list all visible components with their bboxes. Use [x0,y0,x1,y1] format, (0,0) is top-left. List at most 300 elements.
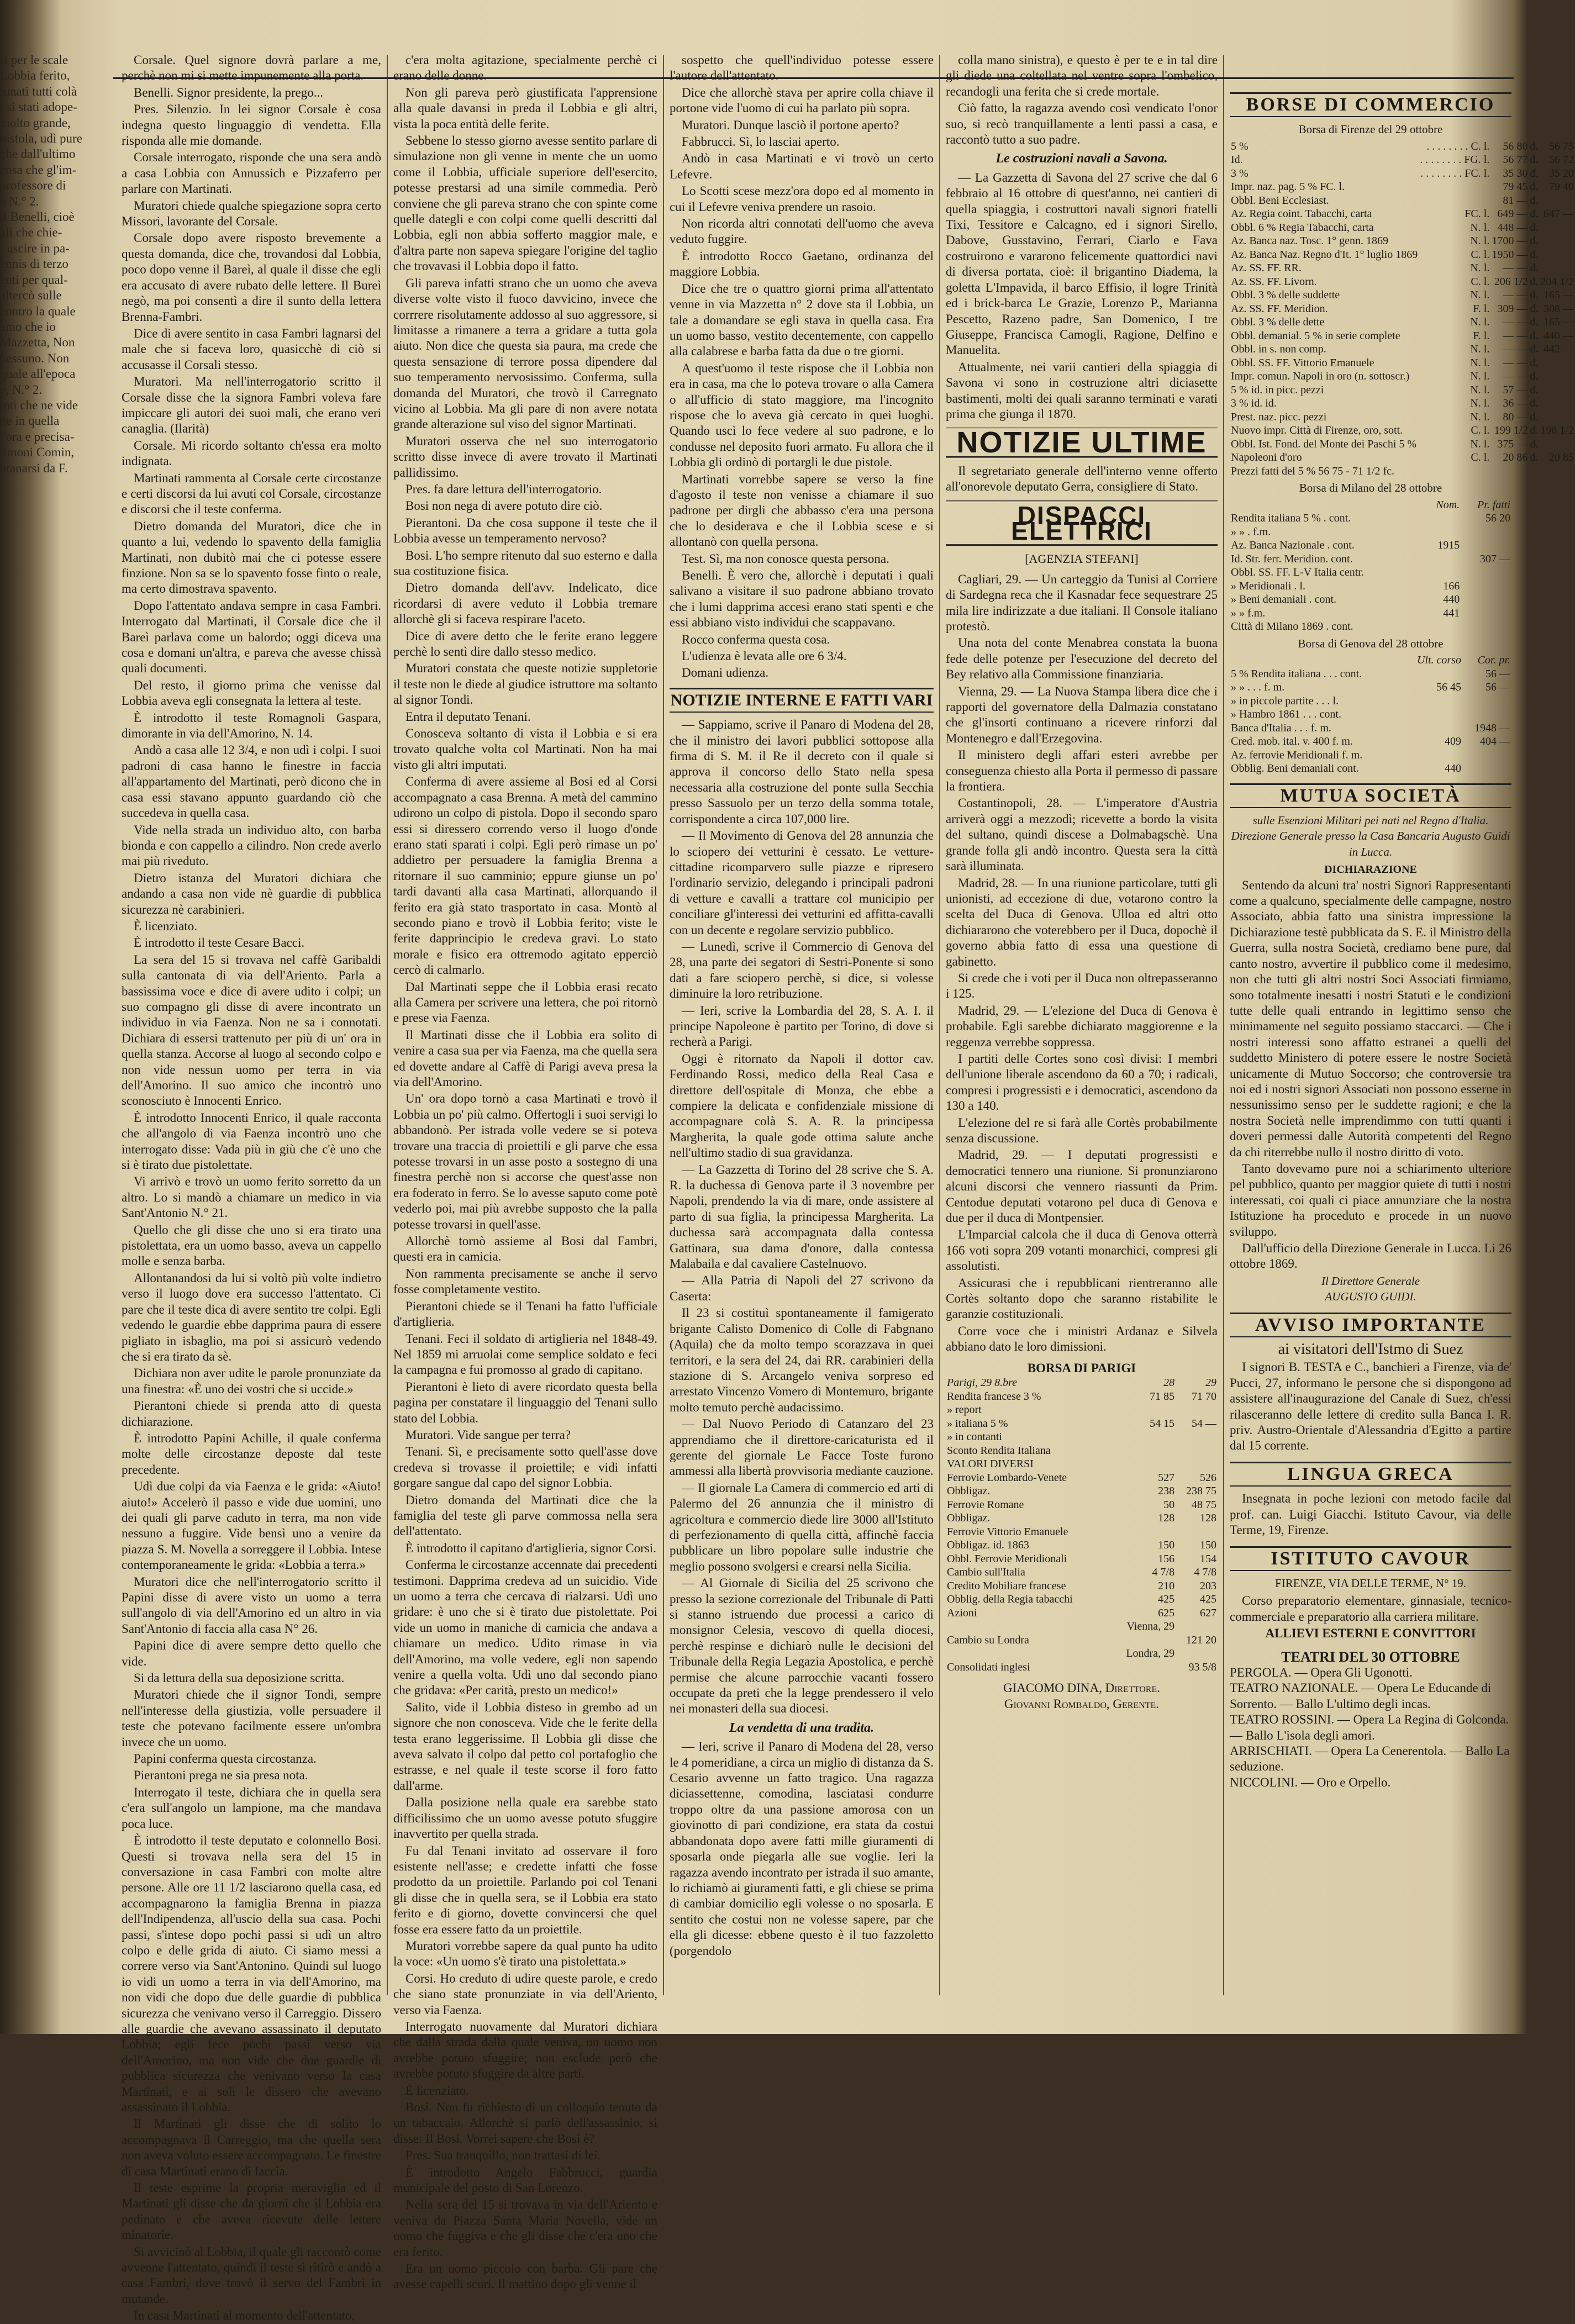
table-row [1230,539,1511,552]
column-2 [393,52,657,2291]
paragraph: È introdotto Innocenti Enrico, il quale racconta che all'angolo di via Faenza incontrò uno che interrogato disse: Vada più in giù che c'è uno che si è tirato due pistolettate. [122,1110,381,1172]
header-cell: 28 [1163,1377,1175,1389]
paragraph: Il Martinati gli disse che di solito lo accompagnava il Carreggio, ma che quella sera non aveva voluto essere accompagnato. Le finestre di casa Martinati erano di faccia. [122,2117,381,2178]
avviso-heading: AVVISO IMPORTANTE [1230,1313,1511,1337]
table-cell [1539,397,1575,410]
paragraph: Muratori osserva che nel suo interrogatorio scritto disse invece di avere trovato il Martinati pallidissimo. [393,434,657,479]
table-cell [1539,465,1575,478]
table-cell [1403,667,1462,681]
table-row [1230,465,1575,478]
paragraph: — Ieri, scrive il Panaro di Modena del 28, verso le 4 pomeridiane, a circa un miglio di distanza da S. Cesario avvenne un fatto tragico. Una ragazza diciassettenne, comodina, lasciatasi condurre troppo oltre da una passione amorosa con un giovinotto di pari condizione, era stata da costui abbandonata dopo avere fatti mille giuramenti di sposarla onde piegarla alle sue voglie. Ieri la ragazza avendo incontrato per istrada il suo amante, lo richiamò ai giuramenti fatti, e gli chiese se prima di cambiar domicilio egli volesse o no sposarla. E sentito che costui non ne volesse sapere, par che ella gli dicesse: ebbene questo è il tuo fazzoletto (porgendolo [670,1740,934,1958]
table-cell: d. [1530,397,1539,410]
table-header [946,1376,1218,1390]
dispatch-item: Madrid, 29. — L'elezione del Duca di Genova è probabile. Egli sarebbe dichiarato maggiorenne e la reggenza verrebbe soppressa. [946,1003,1218,1049]
teatro-item: NICCOLINI. — Oro e Orpello. [1230,1775,1391,1789]
table-cell: Obbl. 3 % delle dette [1231,316,1325,329]
paragraph: Muratori. Dunque lasciò il portone aperto? [682,118,899,132]
paragraph: Muratori dice che nell'interrogatorio scritto il Papini disse di avere visto un uomo a terra sull'angolo di via dell'Amorino ed un altro in via Sant'Antonio di faccia alla casa N° 26. [122,1574,381,1636]
borsa-milano-table [1230,498,1511,634]
header-cell [1230,498,1424,512]
table-cell: N. l. [1470,410,1490,423]
table-cell: Obbl. demanial. 5 % in serie complete [1231,329,1400,342]
column-5 [1230,52,1574,2001]
table-cell [1419,194,1490,208]
table-cell [1424,620,1461,634]
table-cell: d. [1530,221,1539,234]
header-cell: Pr. fatti [1477,498,1510,511]
table-cell: F. l. [1473,302,1490,315]
paragraph: Lo Scotti scese mezz'ora dopo ed al momento in cui il Lefevre veniva prendere un rasoio. [670,184,934,214]
table-cell: 3 % id. id. [1231,397,1277,410]
paragraph: Sentendo da alcuni tra' nostri Signori Rappresentanti come a qualcuno, specialmente delle campagne, nostro Associato, abbia fatto una sinistra impressione la Dichiarazione testè pubblicata da S. E. il Ministro della Guerra, sulla nostra Società, crediamo bene pure, dal canto nostro, avvertire il pubblico come il medesimo, non che tutti gli altri nostri Soci Associati firmiamo, sono totalmente inesatti i nostri Statuti e le condizioni tutte delle quali entrando in legittimo senso che minimamente nel seguito possiamo staccarci. — Che i nostri interessi sono affatto estranei a quelli del suddetto Ministero di potere essere le nostre Società unicamente di Mutuo Soccorso; che controversie tra noi ed i nostri signori Associati non possono esserne in nessunissimo senso per le suddette ragioni; e che la nostra Società nelle imprendimmo con tutti quanti i doveri permessi dalle Autorità competenti del Regno da chi riterrebbe nullo il nostro diritto di voto. [1230,878,1511,1159]
table-row [1230,167,1575,181]
teatri-list [1230,1665,1511,1790]
table-cell [1403,694,1462,708]
paragraph: Gli pareva infatti strano che un uomo che aveva diverse volte visto il fuoco davvicino, invece che corrrere risolutamente addosso al suo aggressore, si limitasse a rimanere a terra a gridare a tutta gola aiuto. Non dice che questa sia paura, ma crede che questa sensazione di terrore possa dipendere dal suo temperamento nervosissimo. Conferma, sulla domanda del Muratori, che trovò il Carregnato vicino al Lobbia. Ma gli pare di non avere notata grande alterazione sul viso del signor Martinati. [393,276,657,431]
paragraph: L'udienza è levata alle ore 6 3/4. [682,649,847,663]
table-cell: » » f.m. [1231,607,1266,619]
table-row [946,1633,1218,1647]
paragraph: A quest'uomo il teste rispose che il Lobbia non era in casa, ma che lo poteva trovare o alla Camera o all'ufficio di stato maggiore, ma l'incognito rispose che lo aveva già cercato in quei luoghi. Quando uscì lo fece vedere al suo padrone, e lo condusse nel deposito fuori armato. Fu allora che il Lobbia gli ordinò di portargli le due pistole. [670,361,934,470]
table-cell [1110,1633,1176,1647]
table-cell: d. [1530,451,1539,464]
table-cell: 4 7/8 [1194,1566,1216,1579]
fragment-line: enti per qual- [0,272,68,287]
paragraph: Bosi. Non fu richiesto di un colloquio tenuto da un tabaccaio. Allorchè si parlò dell'assassinio, si disse: Il Bosi. Vorrei sapere che Bosi è? [393,2100,657,2146]
paragraph: Salito, vide il Lobbia disteso in grembo ad un signore che non conosceva. Vide che le ferite della testa erano leggerissime. Il Lobbia gli disse che aveva salvato il colpo dal petto col portafoglio che estrasse, e nel quale il teste scorse il foro fatto dall'arme. [393,1700,657,1793]
borsa-genova-table [1230,654,1511,776]
paragraph: Non rammenta precisamente se anche il servo fosse completamente vestito. [393,1266,657,1297]
paragraph: Dichiara non aver udite le parole pronunziate da una finestra: «È uno dei vostri che si uccide.» [122,1366,381,1396]
table-cell: 54 — [1192,1417,1216,1430]
fragment-line: altercò sulle [0,288,62,303]
table-cell: 56 77 [1503,154,1528,166]
table-cell: 1700 — [1492,235,1528,247]
table-cell: 71 85 [1150,1390,1175,1403]
fragment-line: i si stati adope- [0,100,77,114]
table-cell: 527 [1158,1471,1175,1484]
table-row [1230,329,1575,343]
table-cell: C. l. [1471,451,1490,464]
table-cell: d. [1530,140,1539,152]
table-cell: C. l. [1471,275,1490,288]
dispatch-item: L'elezione del re si farà alle Cortès probabilmente senza discussione. [946,1115,1218,1145]
table-cell: 4 7/8 [1152,1566,1175,1579]
paragraph: È licenziato. [405,2083,469,2098]
news-item: — Ieri, scrive la Lombardia del 28, S. A. I. il principe Napoleone è partito per Torino, di dove si recherà a Parigi. [670,1003,934,1049]
table-cell: » Hambro 1861 . . . cont. [1231,708,1341,721]
table-row [1230,735,1511,749]
table-cell: 440 [1443,593,1460,606]
table-cell: — — [1503,370,1528,383]
table-cell: d. [1530,424,1539,437]
savona-heading: Le costruzioni navali a Savona. [995,151,1168,166]
table-cell: 5 % id. in picc. pezzi [1231,383,1324,396]
table-cell: d. [1530,262,1539,275]
table-cell [1110,1661,1176,1674]
table-cell: 203 [1200,1579,1216,1592]
fragment-line: amo che io [0,319,56,334]
table-cell: Obblig. della Regia tabacchi [947,1593,1073,1606]
paragraph: È introdotto il teste Cesare Bacci. [134,936,305,950]
table-cell [946,1647,1110,1661]
table-cell [1110,1457,1176,1471]
news-item: Oggi è ritornato da Napoli il dottor cav. Ferdinando Rossi, medico della Real Casa e direttore dell'ospitale di Monza, che ebbe a compiere la delicata e confidenziale missione di accompagnare colà S. A. R. la principessa Margherita, la quale gode ottima salute anche nell'ultimo stadio di sua gravidanza. [670,1051,934,1160]
table-cell: » report [947,1404,982,1416]
column-divider-3 [939,55,940,1995]
cavour-body: Corso preparatorio elementare, ginnasiale, tecnico-commerciale e preparatorio alla carriera militare. [1230,1594,1511,1624]
table-cell: 309 — [1497,302,1528,315]
news-item: — La Gazzetta di Torino del 28 scrive che S. A. R. la duchessa di Genova parte il 3 novembre per Napoli, prendendo la via di mare, onde assistere al parto di sua figlia, la principessa Margherita. La duchessa sarà accompagnata dalla contessa Gattinara, sua dama d'onore, dalla contessa Malabaila e dal cavaliere Castelnuovo. [670,1162,934,1271]
table-cell: 5 % [1231,140,1249,152]
column-divider-2 [663,55,664,1995]
table-cell: Londra, 29 [1126,1647,1175,1660]
paragraph: Muratori chiede che il signor Tondi, sempre nell'interesse della giustizia, volle persuadere il teste che potevano facilmente essere un'ombra invece che un uomo. [122,1688,381,1749]
dispatch-item: Si crede che i voti per il Duca non oltrepasseranno i 125. [946,971,1218,1001]
news-item: — Lunedì, scrive il Commercio di Genova del 28, una parte dei segatori di Sestri-Ponente si sono dati a fare sciopero perchè, si dice, si volesse diminuire la loro retribuzione. [670,939,934,1001]
table-row [946,1471,1218,1485]
table-cell: 627 [1200,1606,1216,1619]
table-cell [1539,356,1575,370]
mutua-subheading: sulle Esenzioni Militari pei nati nel Regno d'Italia. Direzione Generale presso la Casa Bancaria Augusto Guidi in Lucca. [1231,814,1510,858]
paragraph: Dietro domanda del Martinati dice che la famiglia del teste gli parve commossa nella sera dell'attentato. [393,1493,657,1538]
table-row [1230,667,1511,681]
table-cell: Consolidati inglesi [947,1661,1030,1673]
table-cell [1461,566,1511,579]
vendetta-body [670,1739,934,1959]
table-cell [1462,749,1511,762]
table-cell: N. l. [1470,356,1490,369]
table-header [1230,498,1511,512]
table-cell [1461,579,1511,593]
table-cell: 198 1/2 [1540,424,1574,437]
lingua-heading: LINGUA GRECA [1230,1462,1511,1487]
table-row [1230,288,1575,302]
table-header [1230,654,1511,667]
table-cell: 54 15 [1150,1417,1175,1430]
table-cell: — — [1503,289,1528,302]
dispatch-item: Costantinopoli, 28. — L'imperatore d'Austria arriverà oggi a mezzodì; ricevette a bordo la visita del sultano, quindi discese a Dolmabagschè. Una grande folla gli andò incontro. Questa sera la città sarà illuminata. [946,796,1218,873]
news-item: — Dal Nuovo Periodo di Catanzaro del 23 apprendiamo che il direttore-caricaturista ed il gerente del giornale Le Facce Toste furono ammessi alla libertà provvisoria mediante cauzione. [670,1417,934,1478]
dispatch-item: Madrid, 29. — I deputati progressisti e democratici tennero una riunione. Si pronunziarono alcuni discorsi che vennero riassunti da Prim. Centodue deputati votarono pel duca di Genova e due per il duca di Montpensier. [946,1148,1218,1225]
table-cell: 649 — [1497,208,1528,220]
paragraph: Tenani. Feci il soldato di artiglieria nel 1848-49. Nel 1859 mi arruolai come semplice soldato e feci la campagna e fui promosso al grado di capitano. [393,1331,657,1377]
table-cell [1176,1620,1218,1633]
paragraph: Corsale dopo avere risposto brevemente a questa domanda, dice che, trovandosi dal Lobbia, poco dopo venne il Bareì, al quale il disse che egli era accusato di avere rubato delle lettere. Il Bureì negò, ma poi consentì a dire il sunto della lettera Brenna-Fambri. [122,231,381,324]
table-cell: Cambio sull'Italia [947,1566,1025,1579]
mutua-dichiarazione-label: DICHIARAZIONE [1324,863,1417,876]
table-cell: F. l. [1473,329,1490,342]
table-cell [1461,607,1511,620]
table-cell [1403,721,1462,735]
column-3 [670,52,934,2001]
table-cell: Città di Milano 1869 . cont. [1231,620,1353,633]
table-cell: » in piccole partite . . . l. [1231,694,1339,707]
table-cell [1539,248,1575,262]
table-row [1230,593,1511,607]
table-cell: » in contanti [947,1431,1002,1443]
paragraph: Entra il deputato Tenani. [405,709,531,724]
table-cell: 93 5/8 [1188,1661,1216,1673]
table-cell: 56 45 [1436,681,1461,694]
dispacci-agency: [AGENZIA STEFANI] [1025,552,1139,566]
table-cell: d. [1530,302,1539,315]
table-row [946,1484,1218,1498]
mutua-signature [1230,1273,1511,1305]
paragraph: Interrogato il teste, dichiara che in quella sera c'era sull'angolo un lampione, ma che mandava poca luce. [122,1785,381,1831]
fragment-line: professore di [0,178,66,193]
table-cell: N. l. [1470,221,1490,234]
table-row [1230,566,1511,579]
table-cell: 3 % [1231,167,1249,180]
table-row [946,1552,1218,1566]
table-cell: Napoleoni d'oro [1231,451,1302,464]
left-page-fragment [0,52,105,1990]
paragraph: Martinati rammenta al Corsale certe circostanze e certi discorsi da lui avuti col Corsale, circostanze e discorsi che il teste conferma. [122,471,381,517]
cavour-heading: ISTITUTO CAVOUR [1230,1546,1511,1571]
table-cell: — — [1503,262,1528,275]
table-cell: — — [1503,316,1528,329]
table-cell: Prezzi fatti del 5 % 56 75 - 71 1/2 fc. [1231,465,1395,477]
table-cell: Obbl. Ferrovie Meridionali [947,1552,1067,1565]
news-item: — Sappiamo, scrive il Panaro di Modena del 28, che il ministro dei lavori pubblici sottopose alla firma di S. M. il Re il decreto con il quale si approva il concorso dello Stato nella spesa necessaria alla costruzione del ponte sulla Secchia presso Sassuolo per un terzo della somma totale, corrispondente a circa 107,000 lire. [670,718,934,826]
paragraph: Muratori vorrebbe sapere da qual punto ha udito la voce: «Un uomo s'è tirato una pistolettata.» [393,1938,657,1969]
table-cell: d. [1530,248,1539,261]
mutua-body [1230,878,1511,1272]
paragraph: Martinati vorrebbe sapere se verso la fine d'agosto il teste non venisse a chiamare il suo padrone per dirgli che abbasso c'era una persona che lo desiderava e che il Lobbia scese e si allontanò con quella persona. [670,472,934,549]
table-row [1230,383,1575,397]
table-cell [1462,708,1511,721]
table-cell: . . . . . . . . C. l. [1426,140,1490,152]
paragraph: Bosi non nega di avere potuto dire ciò. [405,499,603,513]
fragment-line: l'ora e precisa- [0,429,75,444]
table-cell [1539,194,1575,208]
table-row [1230,762,1511,776]
table-cell: d. [1530,154,1539,166]
table-cell: 1950 — [1492,248,1528,261]
table-cell: d. [1530,208,1539,220]
paragraph: Allorchè tornò assieme al Bosi dal Fambri, questi era in camicia. [393,1234,657,1264]
fragment-line: il Benelli, cioè [0,210,75,224]
header-cell: 29 [1205,1377,1216,1389]
table-cell: 20 85 [1548,451,1574,464]
paragraph: Corsale. Mi ricordo soltanto ch'essa era molto indignata. [122,438,381,468]
table-cell: 409 [1444,735,1461,748]
paragraph: Pres. fa dare lettura dell'interrogatorio. [405,482,602,496]
table-cell: 35 20 [1548,167,1574,180]
table-row [946,1390,1218,1404]
table-cell: Az. Regia coint. Tabacchi, carta [1231,208,1372,220]
table-cell: Azioni [947,1606,977,1619]
paragraph: Rocco conferma questa cosa. [682,632,830,646]
table-cell [1424,525,1461,539]
paragraph: Conferma di avere assieme al Bosi ed al Corsi accompagnato a casa Brenna. A metà del cammino udirono un colpo di pistola. Dopo il secondo sparo essi si diressero correndo verso il luogo d'onde erano stati sparati i colpi. Egli però rimase un po' addietro per persuadere la famiglia Brenna a ritornare il suo camminio; eppure giunse un po' tardi davanti alla casa Martinati, allorquando il ferito era già stato trasportato in casa. Montò al secondo piano e trovò il Lobbia ferito; viste le ferite dapprincipio le credeva gravi. Lo stato morale e fisico era ottremodo agitato epperciò cercò di calmarlo. [393,774,657,977]
header-cell: Nom. [1436,498,1460,511]
teatro-item: TEATRO NAZIONALE. — Opera Le Educande di Sorrento. — Ballo L'ultimo degli incas. [1230,1681,1492,1711]
paragraph: È licenziato. [134,919,197,933]
fragment-line: Lobbia ferito, [0,68,70,83]
table-row [1230,207,1575,221]
table-cell: 165 — [1543,316,1574,329]
table-cell: 56 75 [1548,140,1574,152]
table-cell: 647 — [1543,208,1574,220]
table-cell: 404 — [1480,735,1510,748]
paragraph: Conosceva soltanto di vista il Lobbia e si era trovato qualche volta col Martinati. Non ha mai visto gli altri imputati. [393,726,657,772]
news-item: — Il giornale La Camera di commercio ed arti di Palermo del 26 annunzia che il ministro di agricoltura e commercio diede lire 3000 all'Istituto di perfezionamento di quella città, affinchè faccia pubblicare un libro popolare sulle industrie che meglio possono svolgersi e crearsi nella Sicilia. [670,1480,934,1573]
dispatch-item: L'Imparcial calcola che il duca di Genova otterrà 166 voti sopra 209 votanti monarchici, compresi gli assolutisti. [946,1227,1218,1273]
teatro-item: ARRISCHIATI. — Opera La Cenerentola. — Ballo La seduzione. [1230,1743,1510,1774]
table-cell [1539,234,1575,248]
table-cell: Obbl. 6 % Regia Tabacchi, carta [1231,221,1374,234]
table-cell: . . . . . . . . FG. l. [1420,154,1490,166]
table-cell: 204 1/2 [1540,275,1574,288]
table-row [1230,140,1575,154]
paragraph: Vi arrivò e trovò un uomo ferito sorretto da un altro. Lo si mandò a chiamare un medico in via Sant'Antonio N.° 21. [122,1174,381,1220]
paragraph: Allontanandosi da lui si voltò più volte indietro verso il luogo dove era successo l'attentato. Ci pare che il teste dica di avere sentito tre colpi. Egli vedendo le guardie ebbe dapprima paura di essere pigliato in isbaglio, ma poi si assicurò vedendo che si era tirato da sè. [122,1271,381,1363]
table-cell: » Beni demaniali . cont. [1231,593,1337,606]
paragraph: Tanto dovevamo pure noi a schiarimento ulteriore pel pubblico, quanto per maggior quiete di tutti i nostri interessati, coi quali ci piace annunziare che la nostra Istituzione ha proceduto e procede in un nuovo sviluppo. [1230,1161,1511,1239]
fragment-line: ri per le scale [0,53,69,67]
table-row [946,1647,1218,1661]
dispatch-item: Madrid, 28. — In una riunione particolare, tutti gli unionisti, ad eccezione di due, votarono contro la scelta del Duca di Genova. Ulloa ed altri otto dichiararono che voterebbero per il Duca, dopochè il governo abbia fatto di essa una questione di gabinetto. [946,876,1218,968]
paragraph: Udì due colpi da via Faenza e le grida: «Aiuto! aiuto!» Accelerò il passo e vide due uomini, uno dei quali gli parve caduto in terra, ma non vide nessuno a fuggire. Vide bensì uno a venire da piazza S. M. Novella a sorreggere il Lobbia. Intese contemporaneamente le grida: «Lobbia a terra.» [122,1479,381,1572]
dispatch-item: Corre voce che i ministri Ardanaz e Silvela abbiano dato le loro dimissioni. [946,1324,1218,1354]
table-cell: d. [1530,329,1539,342]
paragraph: Pierantoni prega ne sia presa nota. [134,1768,308,1783]
table-cell [1176,1457,1218,1471]
fragment-line: nessuno. Non [0,351,70,365]
table-row [946,1538,1218,1552]
table-cell: » » . . . f. m. [1231,681,1285,694]
table-cell: 80 — [1503,410,1528,423]
paragraph: Dietro domanda del Muratori, dice che in quanto a lui, vedendo lo spavento della famiglia Martinati, non dubitò mai che ci potesse essere finzione. Non sa se lo spavento fosse finto o reale, ma certo dimostrava spavento. [122,519,381,596]
table-cell: 441 [1443,607,1460,619]
table-cell [1461,593,1511,607]
table-cell: Ferrovie Romane [947,1498,1024,1511]
table-cell: » italiana 5 % [947,1417,1008,1430]
table-row [946,1525,1218,1539]
table-cell: » » . f.m. [1231,525,1271,538]
fragment-line: molto grande, [0,115,71,130]
table-cell: 79 40 [1548,181,1574,193]
table-cell: 206 1/2 [1494,275,1528,288]
notizie-interne-heading: NOTIZIE INTERNE E FATTI VARI [670,688,934,713]
table-cell [1424,512,1461,525]
table-cell: 1948 — [1474,721,1510,734]
vendetta-continuation [946,52,1218,147]
table-cell: Ferrovie Lombardo-Venete [947,1471,1067,1484]
paragraph: c'era molta agitazione, specialmente perchè ci erano delle donne. [393,53,657,83]
dispatch-item: Vienna, 29. — La Nuova Stampa libera dice che i rapporti del governatore della Dalmazia constatano che gl'insorti continuano a ricevere rinforzi dal Montenegro e dall'Erzegovina. [946,684,1218,745]
table-cell [1461,539,1511,552]
borse-heading: BORSE DI COMMERCIO [1230,92,1511,117]
savona-body [946,170,1218,423]
table-cell: d. [1530,343,1539,356]
paragraph: Andò in casa Martinati e vi trovò un certo Lefevre. [670,151,934,181]
table-cell: 154 [1200,1552,1216,1565]
table-row [1230,315,1575,329]
table-cell: Ferrovie Vittorio Emanuele [947,1525,1068,1538]
table-row [1230,356,1575,370]
mutua-heading: MUTUA SOCIETÀ [1230,783,1511,808]
table-row [1230,438,1575,451]
fragment-line: Mazzetta, Non [0,335,75,350]
cavour-allievi: ALLIEVI ESTERNI E CONVITTORI [1265,1626,1476,1641]
dispatch-item: Cagliari, 29. — Un carteggio da Tunisi al Corriere di Sardegna reca che il Kasnadar fece sequestrare 25 mila lire indirizzate a due italiani. Il Console italiano protestò. [946,572,1218,633]
column-divider-1 [387,55,388,1995]
paragraph: Non gli pareva però giustificata l'apprensione alla quale davansi in preda il Lobbia e gli altri, vista la poca entità delle ferite. [393,85,657,131]
table-row [1230,721,1511,735]
table-cell: N. l. [1470,438,1490,450]
table-cell: — — [1503,329,1528,342]
table-cell [1176,1403,1218,1417]
column-divider-4 [1223,55,1224,1995]
table-row [1230,620,1511,634]
paragraph: Corsale. Quel signore dovrà parlare a me, perchè non mi si mette impunemente alla porta. [122,53,381,83]
paragraph: Corsi. Ho creduto di udire queste parole, e credo che siano state pronunziate in via dell'Ariento, verso via Faenza. [393,1971,657,2017]
table-cell: C. l. [1471,248,1490,261]
table-cell: d. [1530,316,1539,329]
paragraph: Pierantoni. Da che cosa suppone il teste che il Lobbia avesse un temperamento nervoso? [393,515,657,546]
borsa-parigi-heading: BORSA DI PARIGI [1027,1361,1136,1375]
table-cell: Impr. comun. Napoli in oro (n. sottoscr.) [1231,370,1410,383]
paragraph: Papini dice di avere sempre detto quello che vide. [122,1638,381,1668]
paragraph: Domani udienza. [682,666,769,680]
signature-line: Il Direttore Generale [1321,1274,1420,1288]
table-cell: d. [1530,356,1539,369]
table-cell: N. l. [1470,262,1490,275]
paragraph: Pierantoni chiede si prenda atto di questa dichiarazione. [122,1399,381,1429]
table-cell: N. l. [1470,383,1490,396]
paragraph: Non ricorda altri connotati dell'uomo che aveva veduto fuggire. [670,217,934,246]
table-row [1230,708,1511,721]
fragment-line: cosa che gl'im- [0,162,77,177]
table-cell [1461,525,1511,539]
paragraph: Del resto, il giorno prima che venisse dal Lobbia aveva egli consegnata la lettera al teste. [122,678,381,708]
table-cell: — — [1503,356,1528,369]
table-row [1230,194,1575,208]
table-cell: 440 — [1543,329,1574,342]
table-cell: Sconto Rendita Italiana [947,1444,1051,1457]
table-cell: 35 30 [1503,167,1528,180]
table-row [946,1606,1218,1620]
table-row [1230,342,1575,356]
table-cell: 128 [1158,1512,1175,1525]
fragment-line: quale all'epoca [0,367,76,381]
paragraph: Vide nella strada un individuo alto, con barba bionda e con cappello a cilindro. Non crede averlo mai più riveduto. [122,823,381,868]
paragraph: È introdotto Rocco Gaetano, ordinanza del maggiore Lobbia. [670,249,934,279]
paragraph: Muratori. Ma nell'interrogatorio scritto il Corsale disse che la signora Fambri voleva fare impiccare gli autori dei suoi mali, che erano veri canaglia. (Ilarità) [122,375,381,436]
table-row [1230,694,1511,708]
table-cell [1110,1525,1176,1539]
table-cell: Az. Banca Nazionale . cont. [1231,539,1355,552]
table-cell: 81 — [1503,194,1528,207]
paragraph: È introdotto il capitano d'artiglieria, signor Corsi. [405,1541,656,1555]
table-cell: C. l. [1471,424,1490,437]
table-cell: 56 72 [1548,154,1574,166]
table-cell: d. [1530,167,1539,180]
table-cell: 56 20 [1486,512,1510,525]
fragment-line: ennis di terzo [0,257,69,271]
table-cell: d. [1530,370,1539,383]
table-cell: N. l. [1470,397,1490,410]
table-cell: Az. SS. FF. Meridion. [1231,302,1328,315]
paragraph: Tenani. Sì, e precisamente sotto quell'asse dove credeva si trovasse il proiettile; e vidi infatti gorgare sangue dal capo del signor Lobbia. [393,1445,657,1490]
paragraph: Papini conferma questa circostanza. [134,1752,317,1766]
paragraph: Ciò fatto, la ragazza avendo così vendicato l'onor suo, si recò tranquillamente a lenti passi a casa, e raccontò tutto a suo padre. [946,101,1218,147]
table-row [1230,410,1575,424]
paragraph: Pres. Silenzio. In lei signor Corsale è cosa indegna questo linguaggio di vendetta. Ella risponda alle mie domande. [122,102,381,148]
